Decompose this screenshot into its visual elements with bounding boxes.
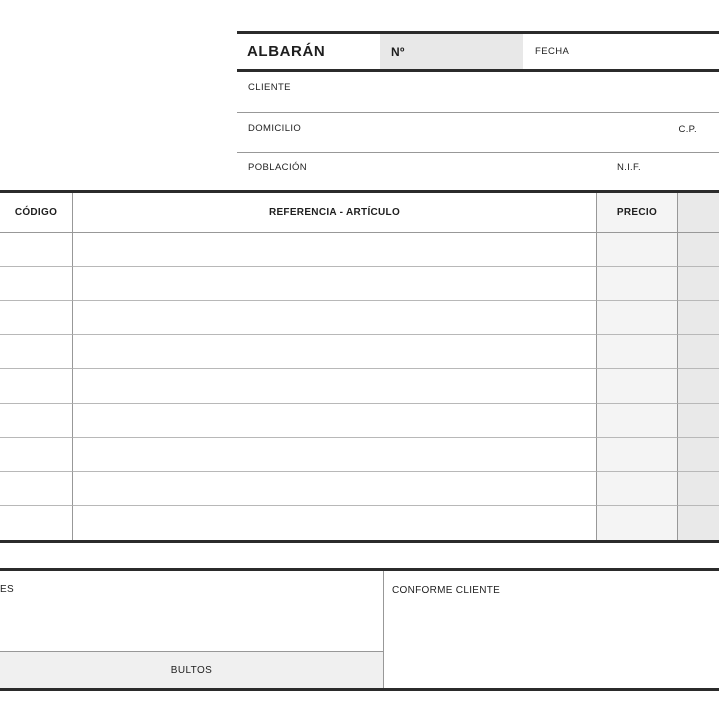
form-header-block: [237, 31, 719, 190]
item-cell-r1-c4: [678, 233, 719, 267]
column-header-cut-off: [678, 193, 719, 233]
item-cell-r1-c3: [597, 233, 678, 267]
item-cell-r9-c1: [0, 506, 73, 540]
item-cell-r8-c4: [678, 472, 719, 506]
cp-label: C.P.: [678, 124, 697, 135]
poblacion-row: [237, 153, 719, 190]
item-cell-r2-c2: [73, 267, 597, 301]
footer-right-cell: [384, 571, 719, 688]
poblacion-label: POBLACIÓN: [248, 162, 308, 173]
title-row: [237, 31, 719, 72]
item-cell-r3-c3: [597, 301, 678, 335]
item-cell-r2-c4: [678, 267, 719, 301]
item-cell-r7-c2: [73, 438, 597, 472]
bultos-label: BULTOS: [170, 664, 213, 676]
item-cell-r1-c1: [0, 233, 73, 267]
domicilio-row: [237, 113, 719, 153]
observations-label-fragment: ES: [0, 584, 14, 595]
item-cell-r7-c4: [678, 438, 719, 472]
column-header-precio: PRECIO: [597, 193, 678, 233]
bultos-band: [0, 651, 383, 688]
item-cell-r3-c2: [73, 301, 597, 335]
items-table: [0, 190, 719, 543]
item-cell-r8-c3: [597, 472, 678, 506]
item-cell-r7-c1: [0, 438, 73, 472]
item-cell-r3-c4: [678, 301, 719, 335]
cliente-label: CLIENTE: [248, 82, 291, 93]
column-header-referencia-articulo: REFERENCIA - ARTÍCULO: [73, 193, 597, 233]
item-cell-r1-c2: [73, 233, 597, 267]
item-cell-r3-c1: [0, 301, 73, 335]
item-cell-r6-c1: [0, 404, 73, 438]
item-cell-r6-c4: [678, 404, 719, 438]
item-cell-r7-c3: [597, 438, 678, 472]
domicilio-label: DOMICILIO: [248, 123, 302, 134]
item-cell-r5-c2: [73, 369, 597, 403]
form-title: ALBARÁN: [247, 43, 326, 60]
delivery-number-box: [380, 34, 523, 69]
footer-box: [0, 568, 719, 691]
item-cell-r5-c1: [0, 369, 73, 403]
item-cell-r6-c2: [73, 404, 597, 438]
item-cell-r4-c3: [597, 335, 678, 369]
nif-label: N.I.F.: [617, 162, 641, 173]
item-cell-r2-c1: [0, 267, 73, 301]
number-label: Nº: [391, 44, 405, 59]
column-header-codigo: CÓDIGO: [0, 193, 73, 233]
item-cell-r8-c1: [0, 472, 73, 506]
item-cell-r5-c3: [597, 369, 678, 403]
cliente-row: [237, 72, 719, 113]
item-cell-r4-c4: [678, 335, 719, 369]
item-cell-r5-c4: [678, 369, 719, 403]
date-label: FECHA: [535, 46, 570, 57]
item-cell-r2-c3: [597, 267, 678, 301]
item-cell-r9-c2: [73, 506, 597, 540]
item-cell-r6-c3: [597, 404, 678, 438]
item-cell-r9-c4: [678, 506, 719, 540]
item-cell-r8-c2: [73, 472, 597, 506]
footer-left-cell: [0, 571, 384, 688]
item-cell-r4-c2: [73, 335, 597, 369]
conforme-cliente-label: CONFORME CLIENTE: [392, 585, 501, 596]
item-cell-r9-c3: [597, 506, 678, 540]
item-cell-r4-c1: [0, 335, 73, 369]
